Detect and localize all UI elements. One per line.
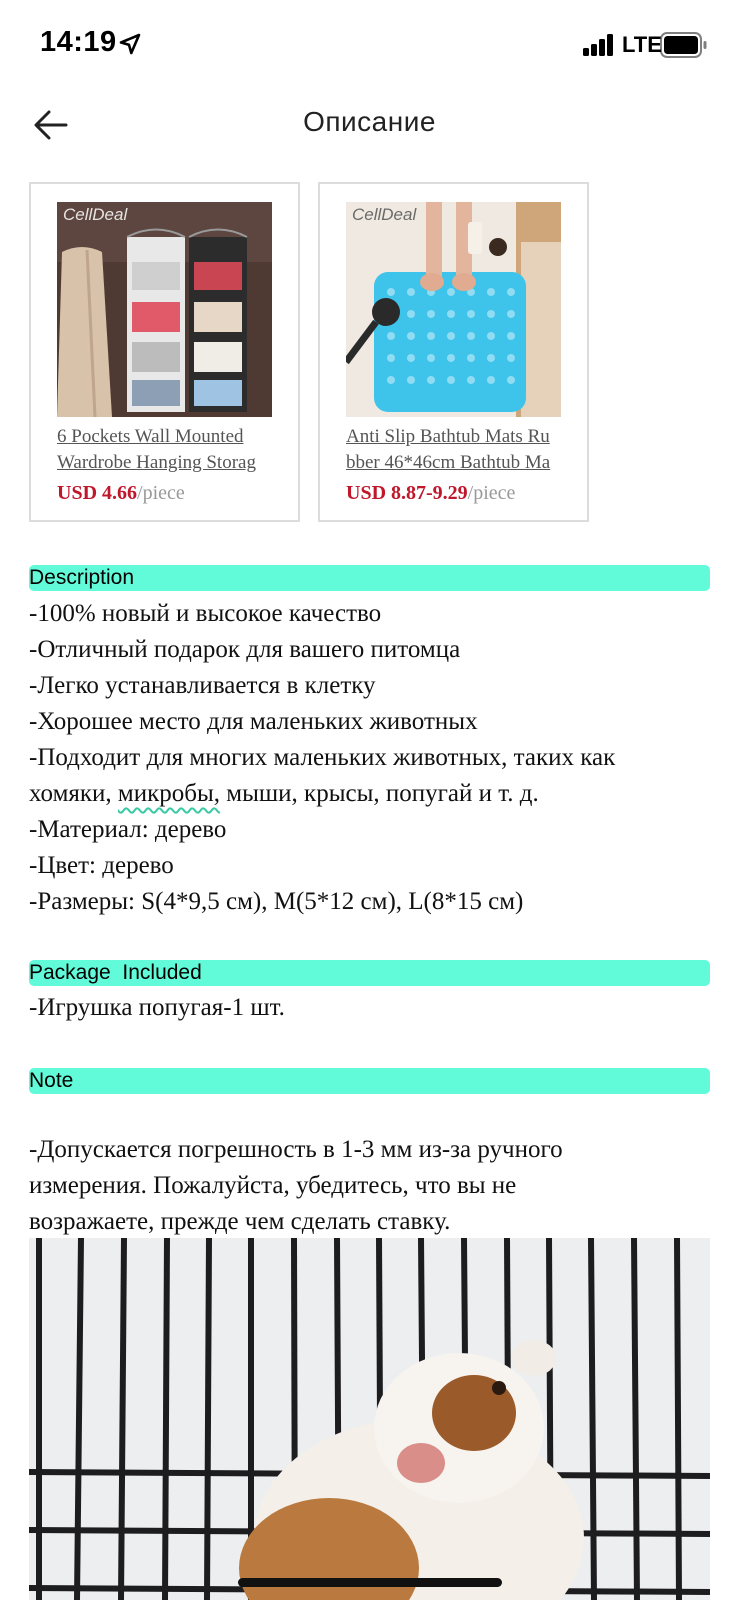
description-line: -Материал: дерево — [29, 816, 227, 843]
description-line: -Размеры: S(4*9,5 см), M(5*12 см), L(8*15 см) — [29, 888, 524, 915]
description-heading: Description — [29, 565, 710, 591]
product-title-line: Wardrobe Hanging Storag — [57, 452, 256, 473]
signal-bars-icon — [583, 34, 615, 56]
product-title-line: 6 Pockets Wall Mounted — [57, 426, 244, 447]
product-title-link[interactable] — [57, 424, 279, 476]
note-line: возражаете, прежде чем сделать ставку. — [29, 1208, 451, 1235]
product-title-line: bber 46*46cm Bathtub Ma — [346, 452, 551, 473]
price-unit: /piece — [137, 482, 185, 504]
status-bar — [0, 0, 739, 90]
product-image-bath-mat[interactable] — [346, 202, 561, 417]
note-heading: Note — [29, 1068, 710, 1094]
page-title: Описание — [303, 106, 436, 137]
description-line: -Подходит для многих маленьких животных, таких как — [29, 744, 616, 771]
description-line: -Цвет: дерево — [29, 852, 174, 879]
description-line — [29, 776, 539, 812]
brand-watermark: CellDeal — [352, 205, 417, 224]
related-product-card[interactable] — [29, 182, 300, 522]
status-time: 14:19 — [40, 26, 117, 58]
location-arrow-icon — [118, 32, 142, 56]
price-value: USD 4.66 — [57, 482, 138, 504]
description-line: -Легко устанавливается в клетку — [29, 672, 376, 699]
product-image-wardrobe-organizer[interactable] — [57, 202, 272, 417]
product-price — [346, 482, 515, 505]
product-photo-hamster-cage — [29, 1238, 710, 1600]
description-text: мыши, крысы, попугай и т. д. — [220, 780, 539, 807]
package-heading: Package Included — [29, 960, 710, 986]
price-unit: /piece — [467, 482, 516, 504]
description-line: -Отличный подарок для вашего питомца — [29, 636, 461, 663]
network-type: LTE — [622, 32, 662, 57]
note-line: -Допускается погрешность в 1-3 мм из-за ручного — [29, 1136, 563, 1163]
price-value: USD 8.87-9.29 — [346, 482, 468, 504]
description-text: хомяки, — [29, 780, 118, 807]
product-title-line: Anti Slip Bathtub Mats Ru — [346, 426, 550, 447]
note-line: измерения. Пожалуйста, убедитесь, что вы не — [29, 1172, 517, 1199]
brand-watermark: CellDeal — [63, 205, 128, 224]
related-product-card[interactable] — [318, 182, 589, 522]
description-line: -Хорошее место для маленьких животных — [29, 708, 478, 735]
spellcheck-marked-word[interactable]: микробы, — [117, 780, 221, 807]
top-nav-bar — [0, 90, 739, 160]
package-line: -Игрушка попугая-1 шт. — [29, 994, 285, 1021]
description-line: -100% новый и высокое качество — [29, 600, 382, 627]
home-indicator[interactable] — [238, 1578, 502, 1587]
product-price — [57, 482, 185, 505]
battery-icon — [660, 32, 708, 58]
product-title-link[interactable] — [346, 424, 568, 476]
